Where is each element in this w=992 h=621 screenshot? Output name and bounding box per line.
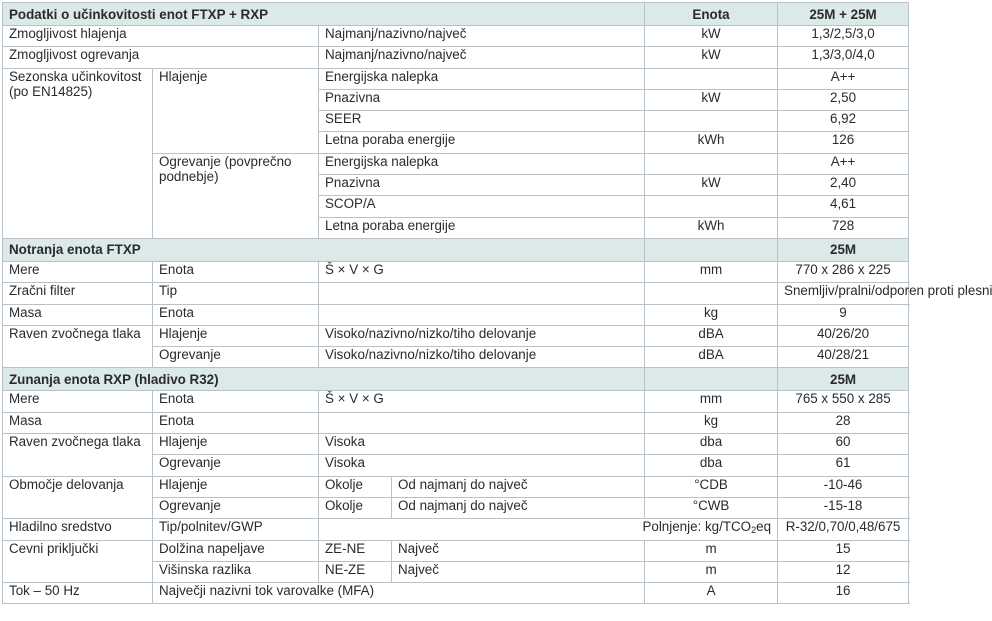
table-row — [3, 26, 909, 47]
row-value-1: 1,3/2,5/3,0 — [778, 26, 909, 47]
row-parameter-detail: Največ — [392, 540, 645, 561]
row-sublabel: Dolžina napeljave — [153, 540, 319, 561]
row-label: Cevni priključki — [3, 540, 153, 583]
row-parameter: Letna poraba energije — [319, 217, 645, 238]
row-value-1: 6,92 — [778, 111, 909, 132]
section-header-indoor — [3, 238, 909, 261]
row-value: R-32/0,70/0,48/675 — [778, 519, 909, 540]
row-value: Snemljiv/pralni/odporen proti plesni — [778, 283, 909, 304]
row-label: Zračni filter — [3, 283, 153, 304]
row-unit: kW — [645, 175, 778, 196]
row-label: Tok – 50 Hz — [3, 583, 153, 604]
table-row — [3, 434, 909, 455]
row-value-1: 4,61 — [778, 196, 909, 217]
row-unit: kW — [645, 47, 778, 68]
row-value: 12 — [778, 561, 909, 582]
section-title: Zunanja enota RXP (hladivo R32) — [3, 368, 645, 391]
row-unit — [645, 196, 778, 217]
row-unit — [645, 283, 778, 304]
row-value: 770 x 286 x 225 — [778, 261, 909, 282]
row-label: Sezonska učinkovitost (po EN14825) — [3, 68, 153, 238]
row-sublabel: Ogrevanje — [153, 347, 319, 368]
row-label: Raven zvočnega tlaka — [3, 325, 153, 368]
row-label: Zmogljivost hlajenja — [3, 26, 319, 47]
row-value: -15-18 — [778, 497, 909, 518]
table-row — [3, 283, 909, 304]
row-label: Zmogljivost ogrevanja — [3, 47, 319, 68]
row-parameter: ZE-NE — [319, 540, 392, 561]
row-sublabel: Hlajenje — [153, 476, 319, 497]
row-unit: kWh — [645, 217, 778, 238]
row-sublabel: Ogrevanje (povprečno podnebje) — [153, 153, 319, 238]
table-row — [3, 325, 909, 346]
row-unit: dBA — [645, 325, 778, 346]
row-unit: mm — [645, 391, 778, 412]
table-row — [3, 519, 909, 540]
row-parameter: Š × V × G — [319, 261, 645, 282]
row-value: A++ — [778, 68, 909, 89]
row-value-1: 40/28/21 — [778, 347, 909, 368]
section-title: Podatki o učinkovitosti enot FTXP + RXP — [3, 3, 645, 26]
row-value: A++ — [778, 153, 909, 174]
row-parameter — [319, 412, 645, 433]
row-unit: kW — [645, 26, 778, 47]
row-label: Raven zvočnega tlaka — [3, 434, 153, 477]
row-value: 28 — [778, 412, 909, 433]
row-parameter: Pnazivna — [319, 89, 645, 110]
row-sublabel: Hlajenje — [153, 325, 319, 346]
row-label: Mere — [3, 391, 153, 412]
row-value-1: 2,50 — [778, 89, 909, 110]
row-parameter: Visoka — [319, 434, 645, 455]
row-sublabel: Ogrevanje — [153, 455, 319, 476]
table-row — [3, 47, 909, 68]
row-sublabel: Višinska razlika — [153, 561, 319, 582]
row-sublabel: Največji nazivni tok varovalke (MFA) — [153, 583, 645, 604]
row-parameter: Okolje — [319, 497, 392, 518]
table-row — [3, 412, 909, 433]
row-value-1: 126 — [778, 132, 909, 153]
row-unit — [645, 111, 778, 132]
row-parameter: Energijska nalepka — [319, 153, 645, 174]
row-sublabel: Tip — [153, 283, 319, 304]
table-row — [3, 540, 909, 561]
row-parameter-detail: Od najmanj do največ — [392, 476, 645, 497]
row-sublabel: Hlajenje — [153, 434, 319, 455]
row-value-1: 61 — [778, 455, 909, 476]
row-unit: m — [645, 561, 778, 582]
row-label: Mere — [3, 261, 153, 282]
row-value: 15 — [778, 540, 909, 561]
row-sublabel: Tip/polnitev/GWP — [153, 519, 319, 540]
model-column-header-1: 25M — [778, 238, 909, 261]
row-unit: m — [645, 540, 778, 561]
row-parameter: Pnazivna — [319, 175, 645, 196]
table-row — [3, 583, 909, 604]
row-parameter: Najmanj/nazivno/največ — [319, 47, 645, 68]
row-value: 16 — [778, 583, 909, 604]
row-parameter: Okolje — [319, 476, 392, 497]
row-value-1: 40/26/20 — [778, 325, 909, 346]
spec-table — [2, 2, 992, 604]
section-title: Notranja enota FTXP — [3, 238, 645, 261]
row-sublabel: Enota — [153, 391, 319, 412]
row-unit: kg — [645, 304, 778, 325]
row-unit: °CWB — [645, 497, 778, 518]
row-label: Hladilno sredstvo — [3, 519, 153, 540]
table-row — [3, 391, 909, 412]
row-sublabel: Enota — [153, 412, 319, 433]
row-unit: dba — [645, 455, 778, 476]
row-unit: °CDB — [645, 476, 778, 497]
table-row — [3, 261, 909, 282]
row-unit — [645, 68, 778, 89]
row-unit: A — [645, 583, 778, 604]
row-parameter: Letna poraba energije — [319, 132, 645, 153]
row-value-1: 1,3/3,0/4,0 — [778, 47, 909, 68]
row-parameter — [319, 304, 645, 325]
row-sublabel: Enota — [153, 304, 319, 325]
row-value-1: 60 — [778, 434, 909, 455]
row-label: Območje delovanja — [3, 476, 153, 519]
section-header-efficiency — [3, 3, 909, 26]
row-unit: mm — [645, 261, 778, 282]
row-sublabel: Hlajenje — [153, 68, 319, 153]
unit-column-header — [645, 238, 778, 261]
row-parameter: NE-ZE — [319, 561, 392, 582]
table-row — [3, 304, 909, 325]
row-value: -10-46 — [778, 476, 909, 497]
row-value-1: 728 — [778, 217, 909, 238]
unit-column-header — [645, 368, 778, 391]
row-parameter: Š × V × G — [319, 391, 645, 412]
row-label: Masa — [3, 304, 153, 325]
section-header-outdoor — [3, 368, 909, 391]
row-parameter: Polnjenje: $kg/TCO_2eq$ — [319, 519, 778, 540]
row-parameter: Visoka — [319, 455, 645, 476]
row-label: Masa — [3, 412, 153, 433]
row-parameter-detail: Največ — [392, 561, 645, 582]
row-sublabel: Enota — [153, 261, 319, 282]
row-parameter: Visoko/nazivno/nizko/tiho delovanje — [319, 347, 645, 368]
model-column-header-1: 25M + 25M — [778, 3, 909, 26]
row-value-1: 2,40 — [778, 175, 909, 196]
row-parameter: Energijska nalepka — [319, 68, 645, 89]
row-unit: dBA — [645, 347, 778, 368]
row-parameter: SCOP/A — [319, 196, 645, 217]
row-unit: kg — [645, 412, 778, 433]
row-parameter: Visoko/nazivno/nizko/tiho delovanje — [319, 325, 645, 346]
row-unit: kWh — [645, 132, 778, 153]
row-parameter — [319, 283, 645, 304]
model-column-header-1: 25M — [778, 368, 909, 391]
row-unit: dba — [645, 434, 778, 455]
table-row — [3, 476, 909, 497]
row-sublabel: Ogrevanje — [153, 497, 319, 518]
row-parameter: Najmanj/nazivno/največ — [319, 26, 645, 47]
row-value: 9 — [778, 304, 909, 325]
unit-column-header: Enota — [645, 3, 778, 26]
table-row — [3, 68, 909, 89]
row-parameter-detail: Od najmanj do največ — [392, 497, 645, 518]
row-unit — [645, 153, 778, 174]
row-parameter: SEER — [319, 111, 645, 132]
row-value: 765 x 550 x 285 — [778, 391, 909, 412]
row-unit: kW — [645, 89, 778, 110]
